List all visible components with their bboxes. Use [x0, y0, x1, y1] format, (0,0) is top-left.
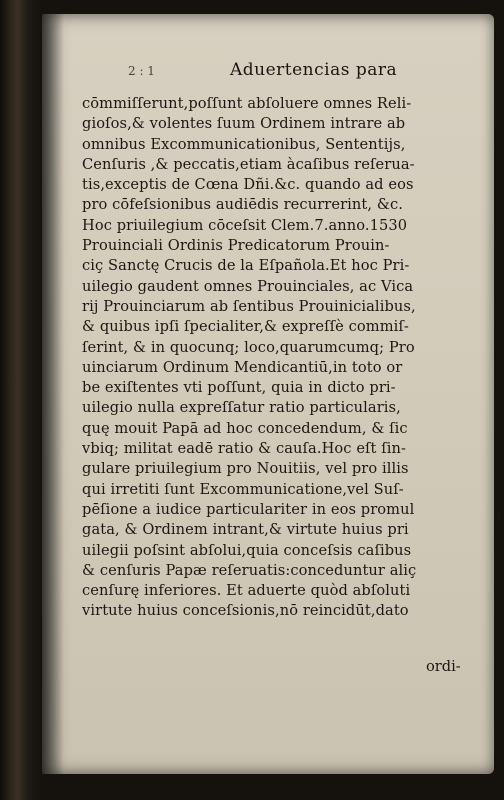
text-line: uilegio nulla expreſſatur ratio particularis,	[82, 399, 401, 417]
text-line: ſerint, & in quocunq; loco,quarumcumq; Pro	[82, 338, 415, 356]
text-line: gioſos,& volentes ſuum Ordinem intrare ab	[82, 115, 406, 133]
page-header	[80, 60, 400, 86]
text-line: cenſurę inferiores. Et aduerte quòd abſoluti	[82, 582, 411, 600]
text-line: cōmmiſſerunt,poſſunt abſoluere omnes Reli-	[82, 95, 412, 112]
text-line: omnibus Excommunicationibus, Sententijs,	[82, 135, 406, 153]
text-line: be exiſtentes vti poſſunt, quia in dicto pri-	[82, 379, 396, 397]
catchword: ordi-	[426, 658, 461, 675]
text-line: Cenſuris ,& peccatis,etiam àcaſibus reſerua-	[82, 155, 415, 173]
text-line: tis,exceptis de Cœna Dñi.&c. quando ad eos	[82, 176, 414, 194]
text-line: & cenſuris Papæ reſeruatis:conceduntur aliç	[82, 561, 417, 579]
text-line: rij Prouinciarum ab ſentibus Prouinicialibus,	[82, 297, 416, 315]
text-line: Hoc priuilegium cōceſsit Clem.7.anno.1530	[82, 216, 408, 234]
text-line: Prouinciali Ordinis Predicatorum Prouin-	[82, 237, 390, 255]
text-line: gulare priuilegium pro Nouitiis, vel pro illis	[82, 460, 409, 478]
text-line: pēſione a iudice particulariter in eos promul	[82, 500, 415, 518]
text-line: quę mouit Papā ad hoc concedendum, & ſic	[82, 419, 408, 437]
text-line: uinciarum Ordinum Mendicantiū,in toto or	[82, 358, 403, 376]
text-line: uilegii poſsint abſolui,quia conceſsis caſibus	[82, 541, 412, 559]
text-line: gata, & Ordinem intrant,& virtute huius pri	[82, 521, 409, 539]
body-text	[82, 94, 486, 622]
text-line: vbiq; militat eadē ratio & cauſa.Hoc eſt ſin-	[82, 440, 407, 458]
text-line: uilegio gaudent omnes Prouinciales, ac Vica	[82, 277, 414, 295]
text-line: pro cōfeſsionibus audiēdis recurrerint, &c.	[82, 196, 403, 214]
text-line: ciç Sanctę Crucis de la Eſpañola.Et hoc Pri-	[82, 257, 410, 275]
running-head: Aduertencias para	[230, 60, 398, 80]
page-edge-mark	[494, 510, 499, 522]
page-gutter-shadow	[42, 14, 64, 774]
text-line: virtute huius conceſsionis,nō reincidūt,dato	[82, 602, 409, 620]
text-line: & quibus ipſi ſpecialiter,& expreſſè commiſ-	[82, 318, 409, 336]
text-line: qui irretiti ſunt Excommunicatione,vel Suſ-	[82, 480, 404, 498]
folio-number: 2 : 1	[128, 64, 155, 78]
